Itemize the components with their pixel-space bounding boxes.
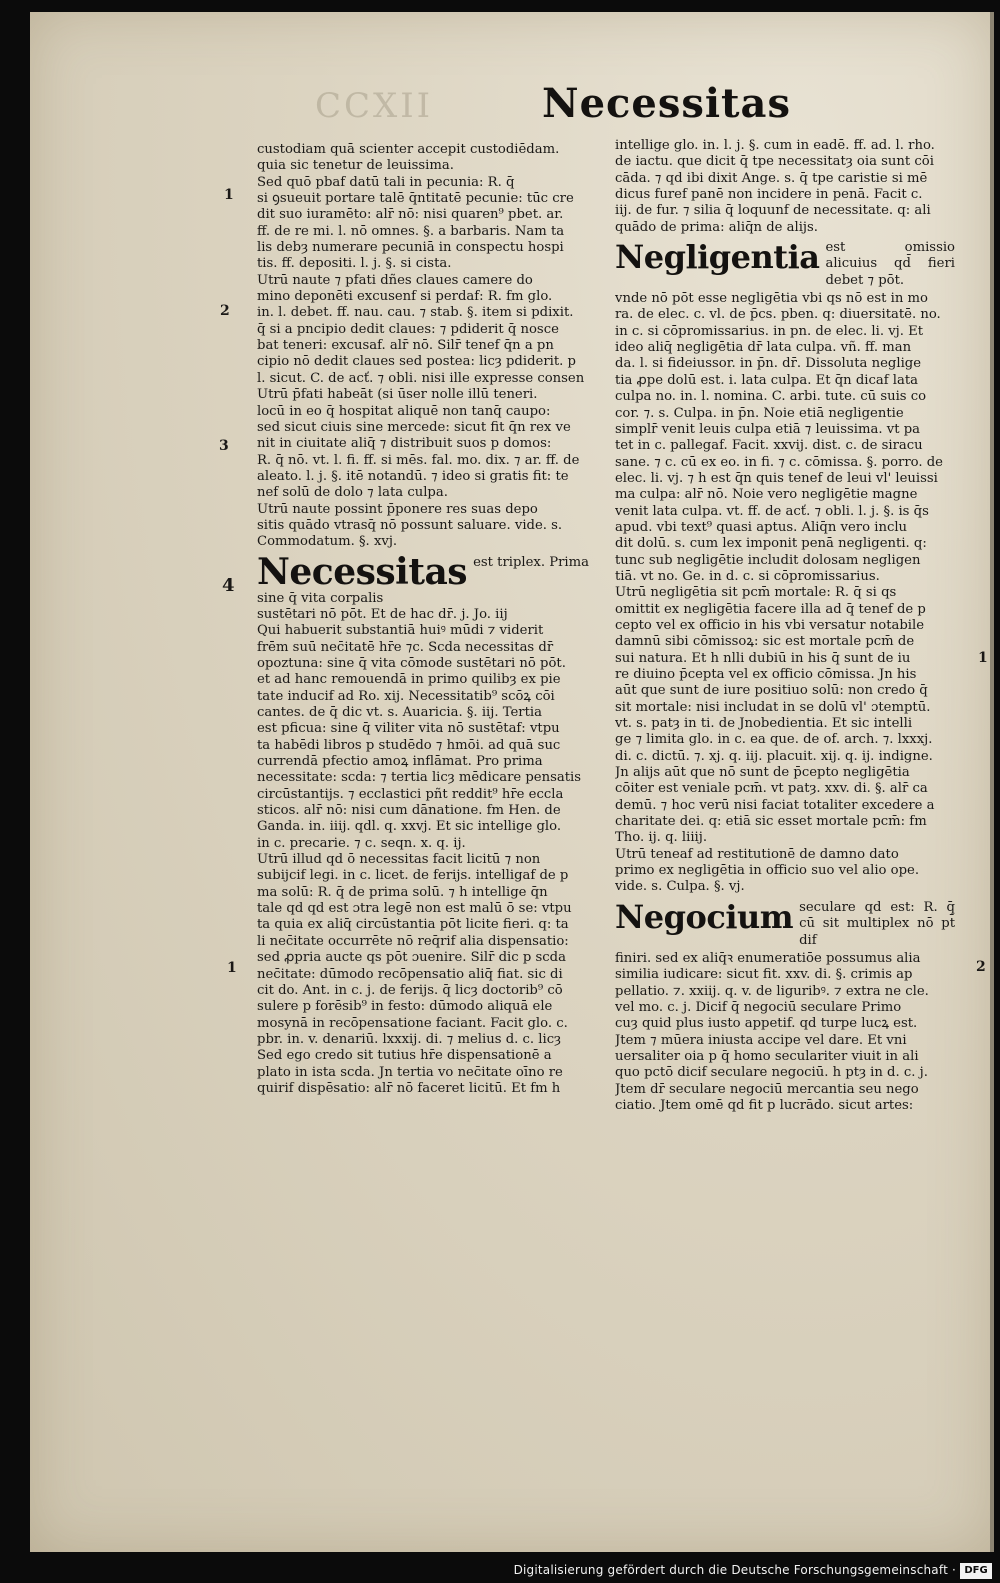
text-line: pb̄r. in. v. denariū. lxxxij. di. ⁊ melius d. c. licȝ	[257, 1031, 561, 1047]
text-line: omittit ex negligētia facere illa ad q̄ tenef de p	[615, 601, 926, 617]
text-line: cāda. ⁊ qd̄ ibi dixit Ange. s. q̄ tpe caristie si mē	[615, 170, 928, 186]
text-line: cor. ⁊. s. Culpa. in p̄n. Noie etiā negligentie	[615, 405, 904, 421]
text-line: de iactu. que dicit q̄ tpe necessitatȝ oia sunt cōi	[615, 154, 934, 170]
lemma-entry-negocium	[615, 897, 955, 949]
text-line: quia sic tenetur de leuissima.	[257, 158, 454, 174]
text-line: tunc sub negligētie includit dolosam negligen	[615, 552, 921, 568]
text-line: dit suo iuramēto: alr̄ nō: nisi quaren⁹ pbet. ar.	[257, 207, 564, 223]
text-line: Sed ego credo sit tutius hr̄e dispensationē a	[257, 1048, 552, 1064]
text-line: tale qd̄ qd̄ est ɔtra legē non est malū ō se: vtpu	[257, 901, 572, 917]
left-column	[257, 142, 597, 1097]
text-line: vide. s. Culpa. §. vj.	[615, 879, 745, 895]
text-line: Ganda. in. iiij. qdl. q. xxvj. Et sic intellige glo.	[257, 819, 562, 835]
text-line: Qui habuerit substantiā huiꝰ mūdi ⁊ viderit	[257, 623, 544, 639]
text-line: cōiter est veniale pcm̄. vt patȝ. xxv. di. §. alr̄ ca	[615, 781, 928, 797]
text-line: custodiam quā scienter accepit custodiēdam.	[257, 142, 560, 157]
footer-credit: Digitalisierung gefördert durch die Deutsche Forschungsgemeinschaft ·	[513, 1563, 956, 1577]
text-line: nef solū de dolo ⁊ lata culpa.	[257, 485, 448, 501]
text-line: Commodatum. §. xvj.	[257, 534, 398, 550]
text-line: sulere p forēsib⁹ in festo: dūmodo aliquā ele	[257, 999, 553, 1015]
text-line: vt. s. patȝ in ti. de Jnobedientia. Et sic intelli	[615, 716, 913, 732]
text-line: tia ꝓpe dolū est. i. lata culpa. Et q̄n dicaf lata	[615, 372, 919, 388]
text-line: tet in c. pallegaf. Facit. xxvij. dist. c. de siracu	[615, 438, 923, 454]
text-line: ideo aliq̄ negligētia dr̄ lata culpa. vñ. ff. man	[615, 340, 912, 356]
text-line: aūt que sunt de iure positiuo solū: non credo q̄	[615, 683, 928, 699]
text-line: subijcif legi. in c. licet. de ferijs. intelligaf de p	[257, 868, 569, 884]
text-line: cantes. de q̄ dic vt. s. Auaricia. §. iij. Tertia	[257, 705, 542, 720]
left-text-after	[257, 591, 597, 1098]
text-line: sustētari nō pōt. Et de hac dr̄. j. Jo. iij	[257, 606, 508, 622]
text-line: venit lata culpa. vt. ff. de acť. ⁊ obli. l. j. §. is q̄s	[615, 503, 929, 519]
text-line: frēm suū nec̄itatē hr̄e ⁊c. Scd̄a necessitas dr̄	[257, 639, 554, 655]
lemma-entry-necessitas	[257, 550, 597, 593]
text-line: similia iudicare: sicut fit. xxv. di. §. crimis ap	[615, 967, 913, 983]
text-line: necessitate: scd̄a: ⁊ tertia licȝ mēdicare pensatis	[257, 770, 582, 786]
text-line: sine q̄ vita corpalis	[257, 590, 384, 606]
text-line: lis debȝ numerare pecuniā in conspectu hospi	[257, 240, 564, 256]
text-line: pellatio. ⁊. xxiij. q. v. de liguribꝰ. ⁊ extra ne cle.	[615, 983, 929, 999]
text-line: cit do. Ant. in c. j. de ferijs. q̄ licȝ doctorib⁹ cō	[257, 982, 563, 998]
text-line: Utrū naute possint p̄ponere res suas depo	[257, 501, 538, 517]
text-line: est pficua: sine q̄ viliter vita nō sustētaf: vtpu	[257, 721, 560, 737]
text-line: uersaliter oia p q̄ homo seculariter viuit in ali	[615, 1048, 919, 1064]
text-line: di. c. dictū. ⁊. xj. q. iij. placuit. xij. q. ij. indigne.	[615, 748, 933, 764]
margin-number: 1	[224, 187, 234, 203]
text-line: sed ꝓpria aucte qs pōt ɔuenire. Silr̄ dic p scd̄a	[257, 950, 566, 966]
text-line: ma culpa: alr̄ nō. Noie vero negligētie magne	[615, 487, 918, 503]
left-text-before	[257, 142, 597, 551]
text-line: mino deponēti excusenf si perdaf: R. fm glo.	[257, 289, 553, 305]
text-line: sui natura. Et h nlli dubiū in his q̄ sunt de iu	[615, 650, 911, 666]
text-line: sit mortale: nisi includat in se dolū vl' ɔtemptū.	[615, 699, 931, 715]
text-line: aleato. l. j. §. itē notandū. ⁊ ideo si gratis fit: te	[257, 468, 569, 484]
right-text-after	[615, 951, 955, 1114]
text-line: finiri. sed ex aliq̄ꝛ enumeratiōe possumus alia	[615, 950, 921, 966]
text-line: ff. de re mi. l. nō omnes. §. a barbaris. Nam ta	[257, 223, 565, 239]
text-line: ge ⁊ limita glo. in c. ea que. de of. arch. ⁊. lxxxj.	[615, 732, 933, 748]
text-line: primo ex negligētia in officio suo vel alio ope.	[615, 863, 920, 879]
text-line: cepto vel ex officio in his vbi versatur notabile	[615, 617, 925, 633]
text-line: l. sicut. C. de acť. ⁊ obli. nisi ille expresse consen	[257, 370, 585, 386]
text-line: opoztuna: sine q̄ vita cōmode sustētari nō pōt.	[257, 655, 566, 671]
lemma-heading: Necessitas	[257, 550, 468, 593]
text-line: Utrū teneaf ad restitutionē de damno dato	[615, 846, 899, 862]
text-line: bat teneri: excusaf. alr̄ nō. Silr̄ tenef q̄n a pn	[257, 338, 554, 354]
text-line: Utrū p̄fati habeāt (si ūser nolle illū teneri.	[257, 387, 538, 403]
text-line: damnū sibi cōmissoꝝ: sic est mortale pcm̄ de	[615, 634, 915, 650]
text-line: Jtem ⁊ mūera iniusta accipe vel dare. Et vni	[615, 1032, 907, 1048]
text-line: ta quia ex aliq̄ circūstantia pōt licite fieri. q: ta	[257, 917, 569, 933]
folio-ghost: CCXII	[315, 86, 434, 126]
text-line: Jtem dr̄ seculare negociū mercantia seu nego	[615, 1081, 919, 1097]
text-line: mosynā in recōpensatione faciant. Facit glo. c.	[257, 1015, 568, 1031]
text-line: elec. li. vj. ⁊ h est q̄n quis tenef de leui vl' leuissi	[615, 470, 938, 486]
lemma-heading: Negligentia	[615, 238, 820, 277]
lemma-text: est omissio alicuius qd̄ fieri debet ⁊ pōt.	[825, 240, 955, 288]
text-line: in c. si cōpromissarius. in pn. de elec. li. vj. Et	[615, 323, 924, 339]
margin-number: 4	[222, 575, 235, 596]
text-line: sane. ⁊ c. cū ex eo. in fi. ⁊ c. cōmissa. §. porro. de	[615, 454, 943, 470]
text-line: R. q̄ nō. vt. l. fi. ff. si mēs. fal. mo. dix. ⁊ ar. ff. de	[257, 452, 580, 468]
right-text-mid	[615, 291, 955, 896]
text-line: Jn alijs aūt que nō sunt de p̄cepto negligētia	[615, 765, 910, 781]
text-line: ciatio. Jtem omē qd̄ fit p lucrādo. sicut artes:	[615, 1097, 914, 1113]
text-line: q̄ si a pncipio dedit claues: ⁊ pdiderit q̄ nosce	[257, 321, 559, 337]
text-line: Tho. ij. q. liiij.	[615, 830, 708, 846]
margin-number: 1	[978, 650, 988, 666]
text-line: ra. de elec. c. vl. de p̄cs. pben. q: diuersitatē. no.	[615, 307, 941, 323]
text-line: nit in ciuitate aliq̄ ⁊ distribuit suos p domos:	[257, 436, 552, 452]
text-line: intellige glo. in. l. j. §. cum in eadē. ff. ad. l. rho.	[615, 138, 935, 153]
lemma-heading: Negocium	[615, 897, 794, 936]
lemma-entry-negligentia	[615, 240, 955, 289]
text-line: cipio nō dedit claues sed postea: licȝ pdiderit. p	[257, 354, 576, 370]
text-line: charitate dei. q: etiā sic esset mortale pcm̄: fm	[615, 814, 927, 830]
text-line: nec̄itate: dūmodo recōpensatio aliq̄ fiat. sic di	[257, 966, 563, 982]
text-line: locū in eo q̄ hospitat aliquē non tanq̄ caupo:	[257, 403, 551, 419]
text-line: Utrū negligētia sit pcm̄ mortale: R. q̄ si qs	[615, 585, 897, 601]
lemma-text: est triplex. Prima	[473, 554, 590, 570]
text-line: quo pctō dicif seculare negociū. h ptȝ in d. c. j.	[615, 1065, 928, 1081]
text-line: sticos. alr̄ nō: nisi cum dānatione. fm Hen. de	[257, 803, 561, 819]
margin-number: 1	[227, 960, 237, 976]
text-line: currendā pfectio amoꝝ inflāmat. Pro prima	[257, 754, 543, 770]
text-line: demū. ⁊ hoc verū nisi faciat totaliter excedere a	[615, 797, 935, 813]
running-title: Necessitas	[542, 80, 791, 127]
text-line: dicus furef panē non incidere in penā. Facit c.	[615, 187, 923, 203]
text-line: ma solū: R. q̄ de prima solū. ⁊ h intellige q̄n	[257, 884, 548, 900]
right-column	[615, 138, 955, 1114]
text-line: li nec̄itate occurrēte nō req̄rif alia dispensatio:	[257, 933, 569, 949]
margin-number: 3	[219, 438, 229, 454]
text-line: ta habēdi libros p studēdo ⁊ hmōi. ad quā suc	[257, 737, 561, 753]
text-line: plato in ista scd̄a. Jn tertia vo nec̄itate oīno re	[257, 1064, 563, 1080]
text-line: sitis quādo vtrasq̄ nō possunt saluare. vide. s.	[257, 517, 563, 533]
footer-bar	[0, 1557, 1000, 1583]
text-line: da. l. si fideiussor. in p̄n. dr̄. Dissoluta neglige	[615, 356, 922, 372]
margin-number: 2	[220, 303, 230, 319]
dfg-logo: DFG	[960, 1563, 992, 1579]
text-line: tiā. vt no. Ge. in d. c. si cōpromissarius.	[615, 568, 880, 584]
text-line: tis. ff. depositi. l. j. §. si cista.	[257, 256, 452, 272]
book-page	[30, 12, 994, 1552]
text-line: circūstantijs. ⁊ ecclastici pñt reddit⁹ hr̄e eccla	[257, 786, 564, 802]
text-line: si ꝯsueuit portare talē q̄ntitatē pecunie: tūc cre	[257, 191, 574, 207]
text-line: culpa no. in. l. nomina. C. arbi. tute. cū suis co	[615, 389, 927, 405]
text-line: vnde nō pōt esse negligētia vbi qs nō est in mo	[615, 291, 928, 307]
text-line: in. l. debet. ff. nau. cau. ⁊ stab. §. item si pdixit.	[257, 305, 574, 321]
text-line: cuȝ quid plus iusto appetif. qd̄ turpe lucꝝ est.	[615, 1016, 918, 1032]
text-line: dit dolū. s. cum lex imponit penā negligenti. q:	[615, 536, 927, 552]
margin-number: 2	[976, 959, 986, 975]
text-line: apud. vbi text⁹ quasi aptus. Aliq̄n vero inclu	[615, 519, 908, 535]
text-line: quādo de prima: aliq̄n de alijs.	[615, 219, 818, 235]
text-line: et ad hanc remouendā in primo quilibȝ ex pie	[257, 672, 561, 688]
right-text-before	[615, 138, 955, 236]
text-line: simplr̄ venit leuis culpa etiā ⁊ leuissima. vt pa	[615, 421, 920, 437]
text-line: quirif dispēsatio: alr̄ nō faceret licitū. Et fm h	[257, 1080, 561, 1096]
text-line: tate inducif ad Ro. xij. Necessitatib⁹ scōꝝ cōi	[257, 688, 555, 704]
text-line: iij. de fur. ⁊ silia q̄ loquunf de necessitate. q: ali	[615, 203, 931, 219]
text-line: re diuino p̄cepta vel ex officio cōmissa. Jn his	[615, 667, 917, 682]
text-line: sed sicut ciuis sine mercede: sicut fit q̄n rex ve	[257, 419, 571, 435]
text-line: vel mo. c. j. Dicif q̄ negociū seculare Primo	[615, 999, 902, 1015]
text-line: Utrū naute ⁊ pfati dñes claues camere do	[257, 272, 533, 288]
lemma-text: seculare qd̄ est: R. q̄ cū sit multiplex nō pt̄ dif	[799, 899, 955, 948]
text-line: Sed quō pbaf datū tali in pecunia: R. q̄	[257, 174, 515, 190]
text-line: in c. precarie. ⁊ c. seqn. x. q. ij.	[257, 835, 466, 851]
text-line: Utrū illud qd̄ ō necessitas facit licitū ⁊ non	[257, 852, 541, 868]
